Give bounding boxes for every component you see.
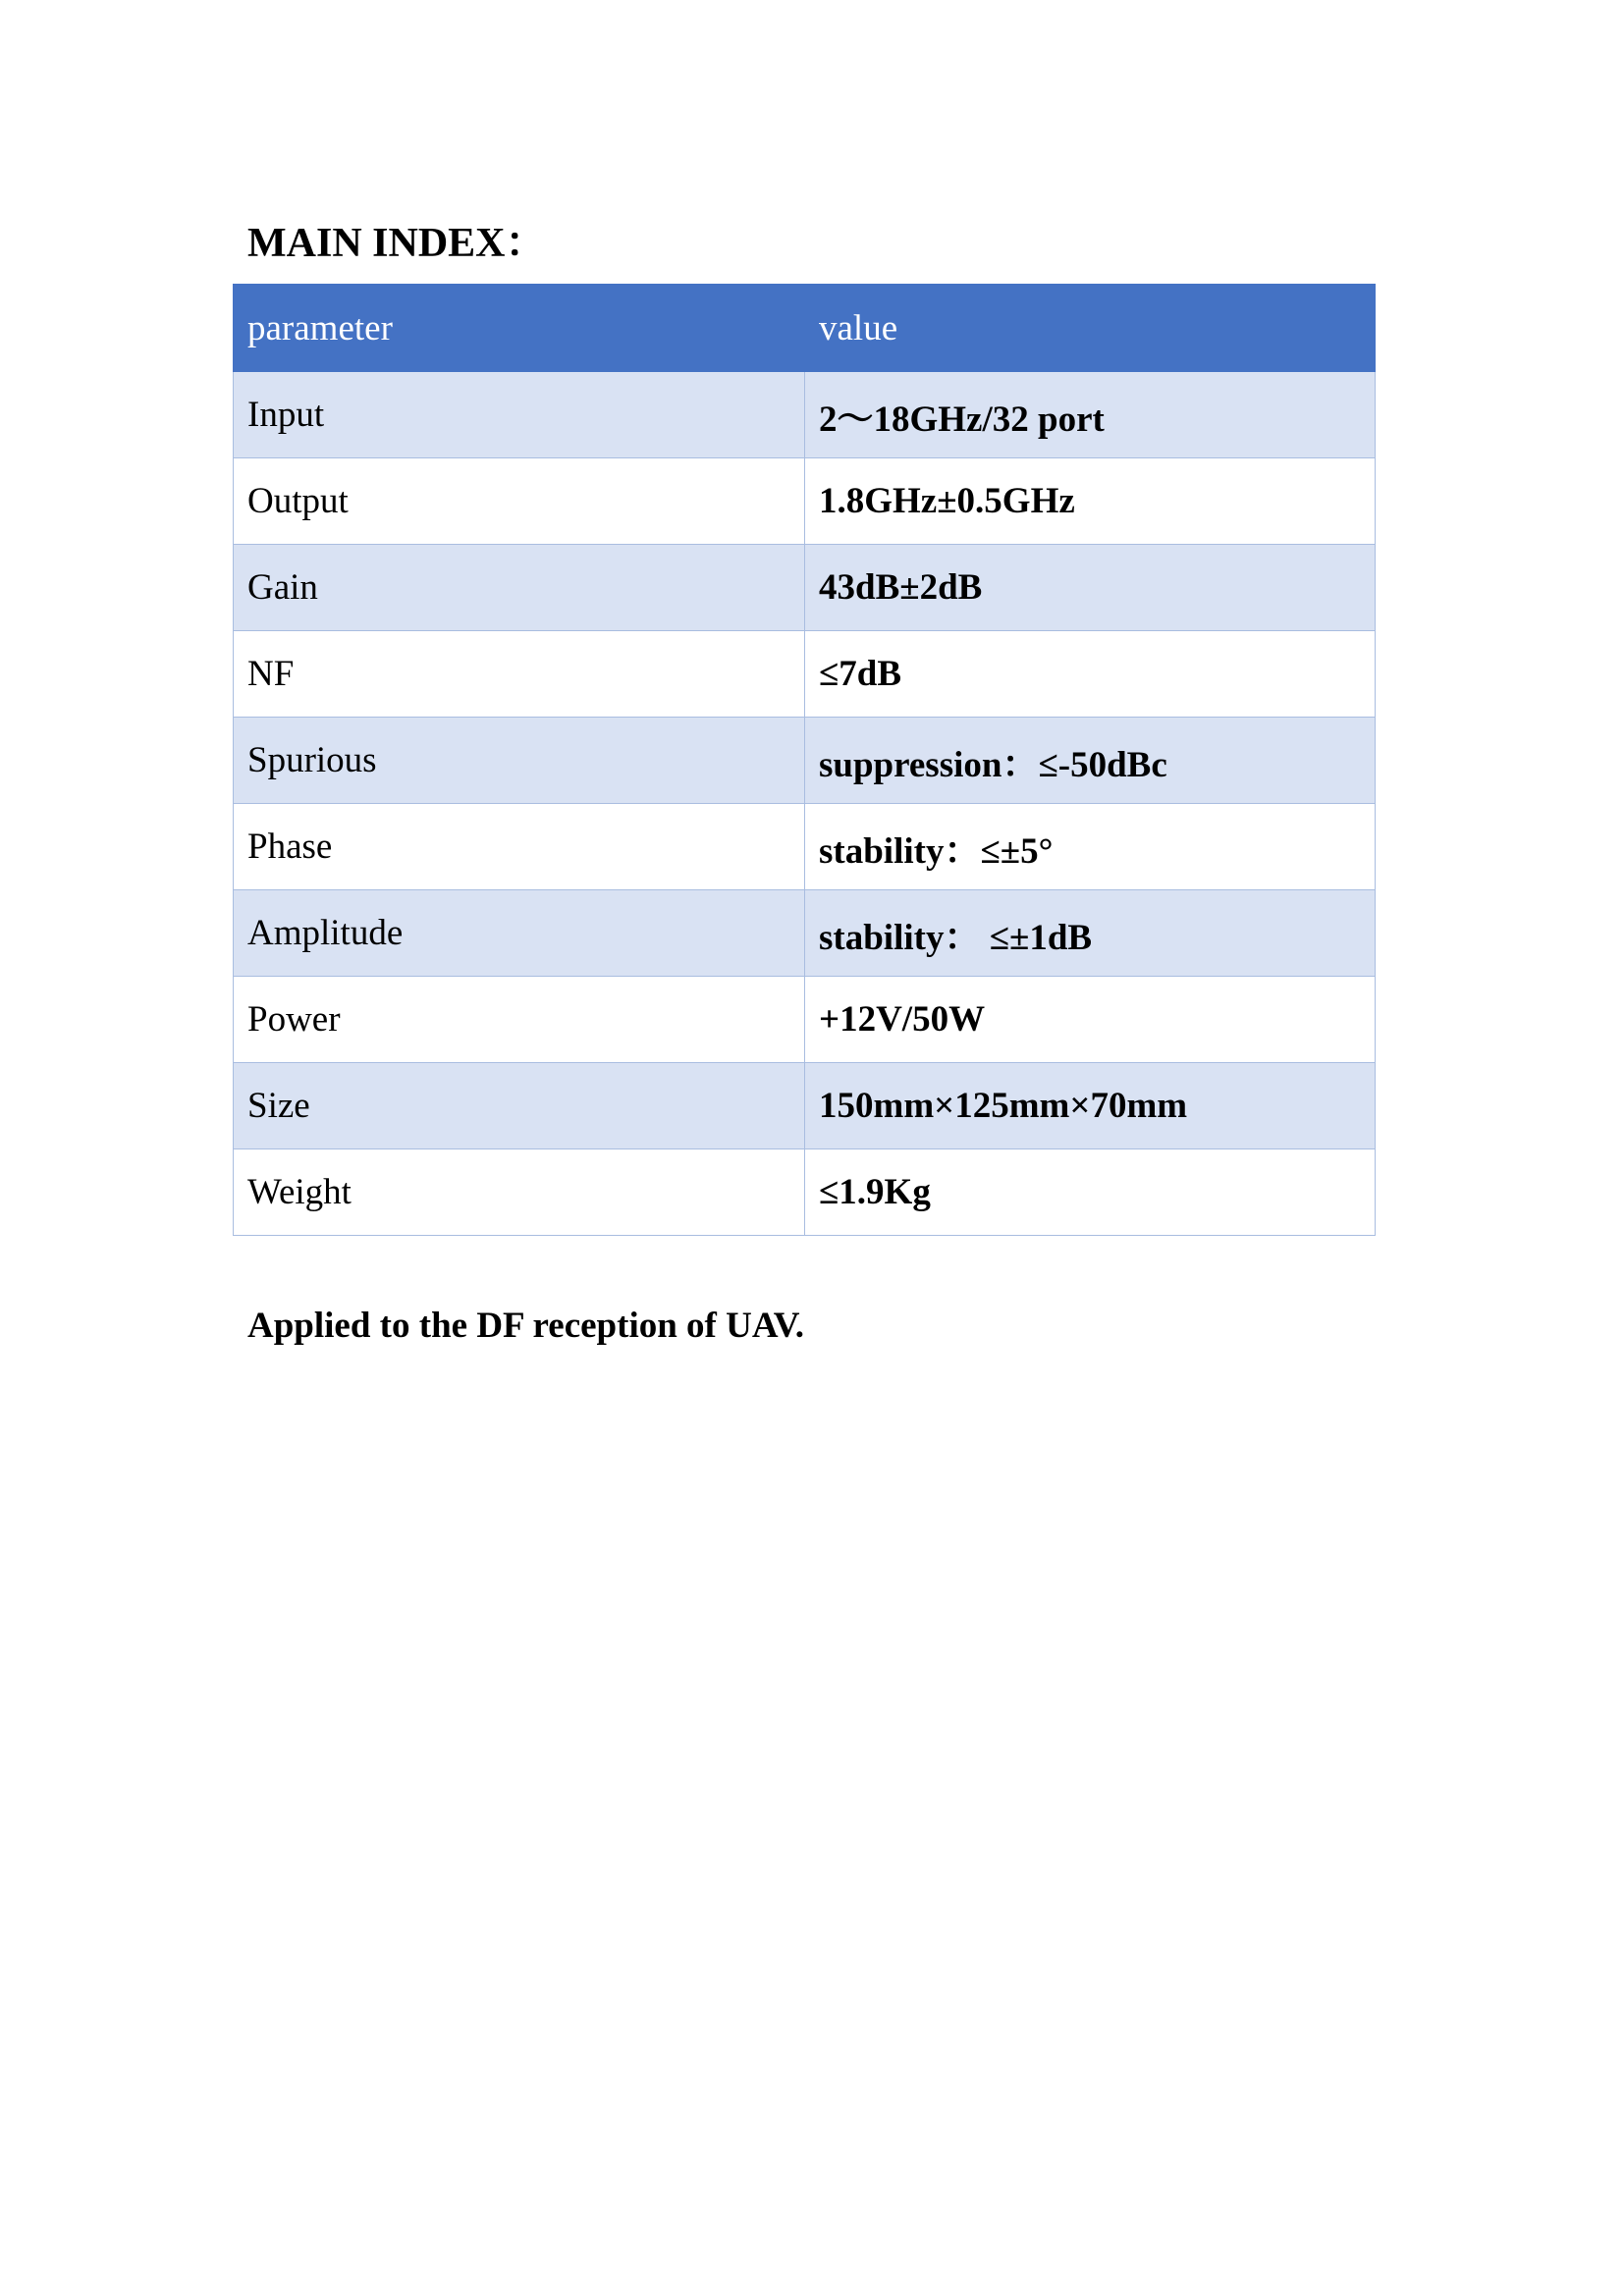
value-cell: 43dB±2dB — [805, 545, 1376, 631]
parameter-cell: Power — [234, 977, 805, 1063]
table-row — [234, 1063, 1376, 1149]
table-row — [234, 977, 1376, 1063]
table-header-row — [234, 285, 1376, 372]
value-cell: 150mm×125mm×70mm — [805, 1063, 1376, 1149]
table-row — [234, 458, 1376, 545]
value-cell: +12V/50W — [805, 977, 1376, 1063]
value-cell: suppression：≤-50dBc — [805, 718, 1376, 804]
table-row — [234, 804, 1376, 890]
table-row — [234, 890, 1376, 977]
parameter-cell: Output — [234, 458, 805, 545]
page-title: MAIN INDEX： — [247, 221, 547, 266]
application-note: Applied to the DF reception of UAV. — [247, 1306, 804, 1346]
parameter-cell: Phase — [234, 804, 805, 890]
parameter-cell: Input — [234, 372, 805, 458]
parameter-cell: Amplitude — [234, 890, 805, 977]
table-row — [234, 631, 1376, 718]
parameter-cell: NF — [234, 631, 805, 718]
value-cell: ≤7dB — [805, 631, 1376, 718]
spec-table — [233, 284, 1376, 1236]
table-row — [234, 718, 1376, 804]
parameter-cell: Weight — [234, 1149, 805, 1236]
value-cell: stability：≤±5° — [805, 804, 1376, 890]
column-header-value: value — [805, 285, 1376, 372]
table-row — [234, 1149, 1376, 1236]
value-cell: ≤1.9Kg — [805, 1149, 1376, 1236]
column-header-parameter: parameter — [234, 285, 805, 372]
parameter-cell: Size — [234, 1063, 805, 1149]
parameter-cell: Gain — [234, 545, 805, 631]
value-cell: 2～18GHz/32 port — [805, 372, 1376, 458]
value-cell: stability： ≤±1dB — [805, 890, 1376, 977]
value-cell: 1.8GHz±0.5GHz — [805, 458, 1376, 545]
table-row — [234, 545, 1376, 631]
table-row — [234, 372, 1376, 458]
parameter-cell: Spurious — [234, 718, 805, 804]
